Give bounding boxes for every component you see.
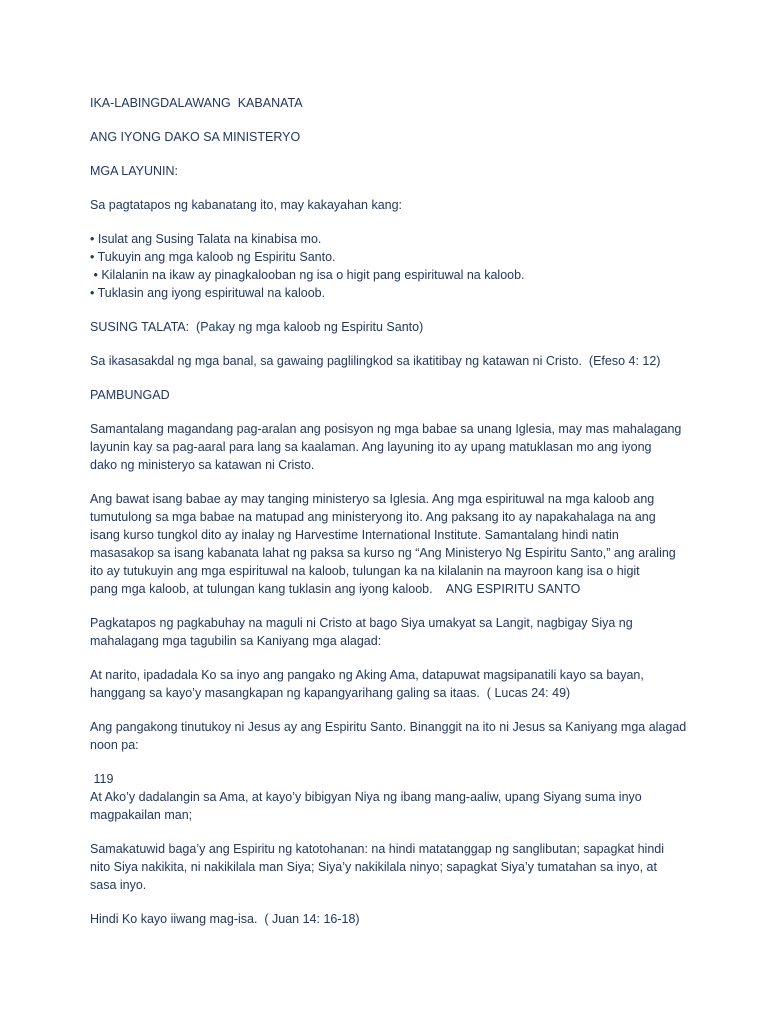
paragraph-line: masasakop sa isang kabanata lahat ng paksa sa kurso ng “Ang Ministeryo Ng Espiritu Santo,” ang araling — [90, 546, 676, 560]
list-item: • Kilalanin na ikaw ay pinagkalooban ng isa o higit pang espirituwal na kaloob. — [90, 268, 525, 282]
chapter-title: ANG IYONG DAKO SA MINISTERYO — [90, 130, 301, 144]
paragraph-line: Samakatuwid baga’y ang Espiritu ng katotohanan: na hindi matatanggap ng sanglibutan; sapagkat hindi — [90, 842, 665, 856]
key-verse: Sa ikasasakdal ng mga banal, sa gawaing paglilingkod sa ikatitibay ng katawan ni Cristo. (Efeso 4: 12) — [90, 354, 661, 368]
paragraph-line: hanggang sa kayo’y masangkapan ng kapangyarihang galing sa itaas. ( Lucas 24: 49) — [90, 686, 571, 700]
paragraph-line: Pagkatapos ng pagkabuhay na maguli ni Cristo at bago Siya umakyat sa Langit, nagbigay Siya ng — [90, 616, 633, 630]
objectives-list — [90, 230, 690, 302]
list-item: • Tukuyin ang mga kaloob ng Espiritu Santo. — [90, 250, 336, 264]
objectives-intro: Sa pagtatapos ng kabanatang ito, may kakayahan kang: — [90, 198, 403, 212]
scripture-quote — [90, 770, 690, 824]
paragraph — [90, 718, 690, 754]
list-item: • Tuklasin ang iyong espirituwal na kaloob. — [90, 286, 326, 300]
intro-heading: PAMBUNGAD — [90, 388, 170, 402]
paragraph-line: tumutulong sa mga babae na matupad ang ministeryong ito. Ang paksang ito ay napakahalaga na ang — [90, 510, 656, 524]
key-verse-heading: SUSING TALATA: (Pakay ng mga kaloob ng Espiritu Santo) — [90, 320, 424, 334]
paragraph-line: Ang bawat isang babae ay may tanging ministeryo sa Iglesia. Ang mga espirituwal na mga kaloob ang — [90, 492, 655, 506]
paragraph — [90, 490, 690, 598]
scripture-quote — [90, 840, 690, 894]
document-page — [90, 94, 690, 928]
paragraph-line: sasa inyo. — [90, 878, 147, 892]
list-item: • Isulat ang Susing Talata na kinabisa mo. — [90, 232, 322, 246]
paragraph — [90, 614, 690, 650]
objectives-heading: MGA LAYUNIN: — [90, 164, 178, 178]
paragraph-line: At narito, ipadadala Ko sa inyo ang pangako ng Aking Ama, datapuwat magsipanatili kayo sa bayan, — [90, 668, 644, 682]
paragraph-line: dako ng ministeryo sa katawan ni Cristo. — [90, 458, 315, 472]
paragraph-line: isang kurso tungkol dito ay inalay ng Harvestime International Institute. Samantalang hindi natin — [90, 528, 619, 542]
paragraph-line: ito ay tutukuyin ang mga espirituwal na kaloob, tulungan ka na kilalanin na mayroon kang isa o higit — [90, 564, 640, 578]
paragraph-line: layunin kay sa pag-aaral para lang sa kaalaman. Ang layuning ito ay upang matuklasan mo ang iyong — [90, 440, 652, 454]
paragraph-line: pang mga kaloob, at tulungan kang tuklasin ang iyong kaloob. ANG ESPIRITU SANTO — [90, 582, 581, 596]
scripture-quote: Hindi Ko kayo iiwang mag-isa. ( Juan 14: 16-18) — [90, 912, 360, 926]
chapter-heading: IKA-LABINGDALAWANG KABANATA — [90, 96, 303, 110]
paragraph — [90, 420, 690, 474]
scripture-quote — [90, 666, 690, 702]
paragraph-line: mahalagang mga tagubilin sa Kaniyang mga alagad: — [90, 634, 382, 648]
paragraph-line: Ang pangakong tinutukoy ni Jesus ay ang Espiritu Santo. Binanggit na ito ni Jesus sa Kaniyang mga alagad — [90, 720, 687, 734]
paragraph-line: Samantalang magandang pag-aralan ang posisyon ng mga babae sa unang Iglesia, may mas mahalagang — [90, 422, 682, 436]
paragraph-line: At Ako’y dadalangin sa Ama, at kayo’y bibigyan Niya ng ibang mang-aaliw, upang Siyang suma inyo — [90, 790, 642, 804]
paragraph-line: nito Siya nakikita, ni nakikilala man Siya; Siya’y nakikilala ninyo; sapagkat Siya’y tumatahan sa inyo, at — [90, 860, 657, 874]
paragraph-line: magpakailan man; — [90, 808, 193, 822]
page-number: 119 — [90, 772, 114, 786]
paragraph-line: noon pa: — [90, 738, 139, 752]
